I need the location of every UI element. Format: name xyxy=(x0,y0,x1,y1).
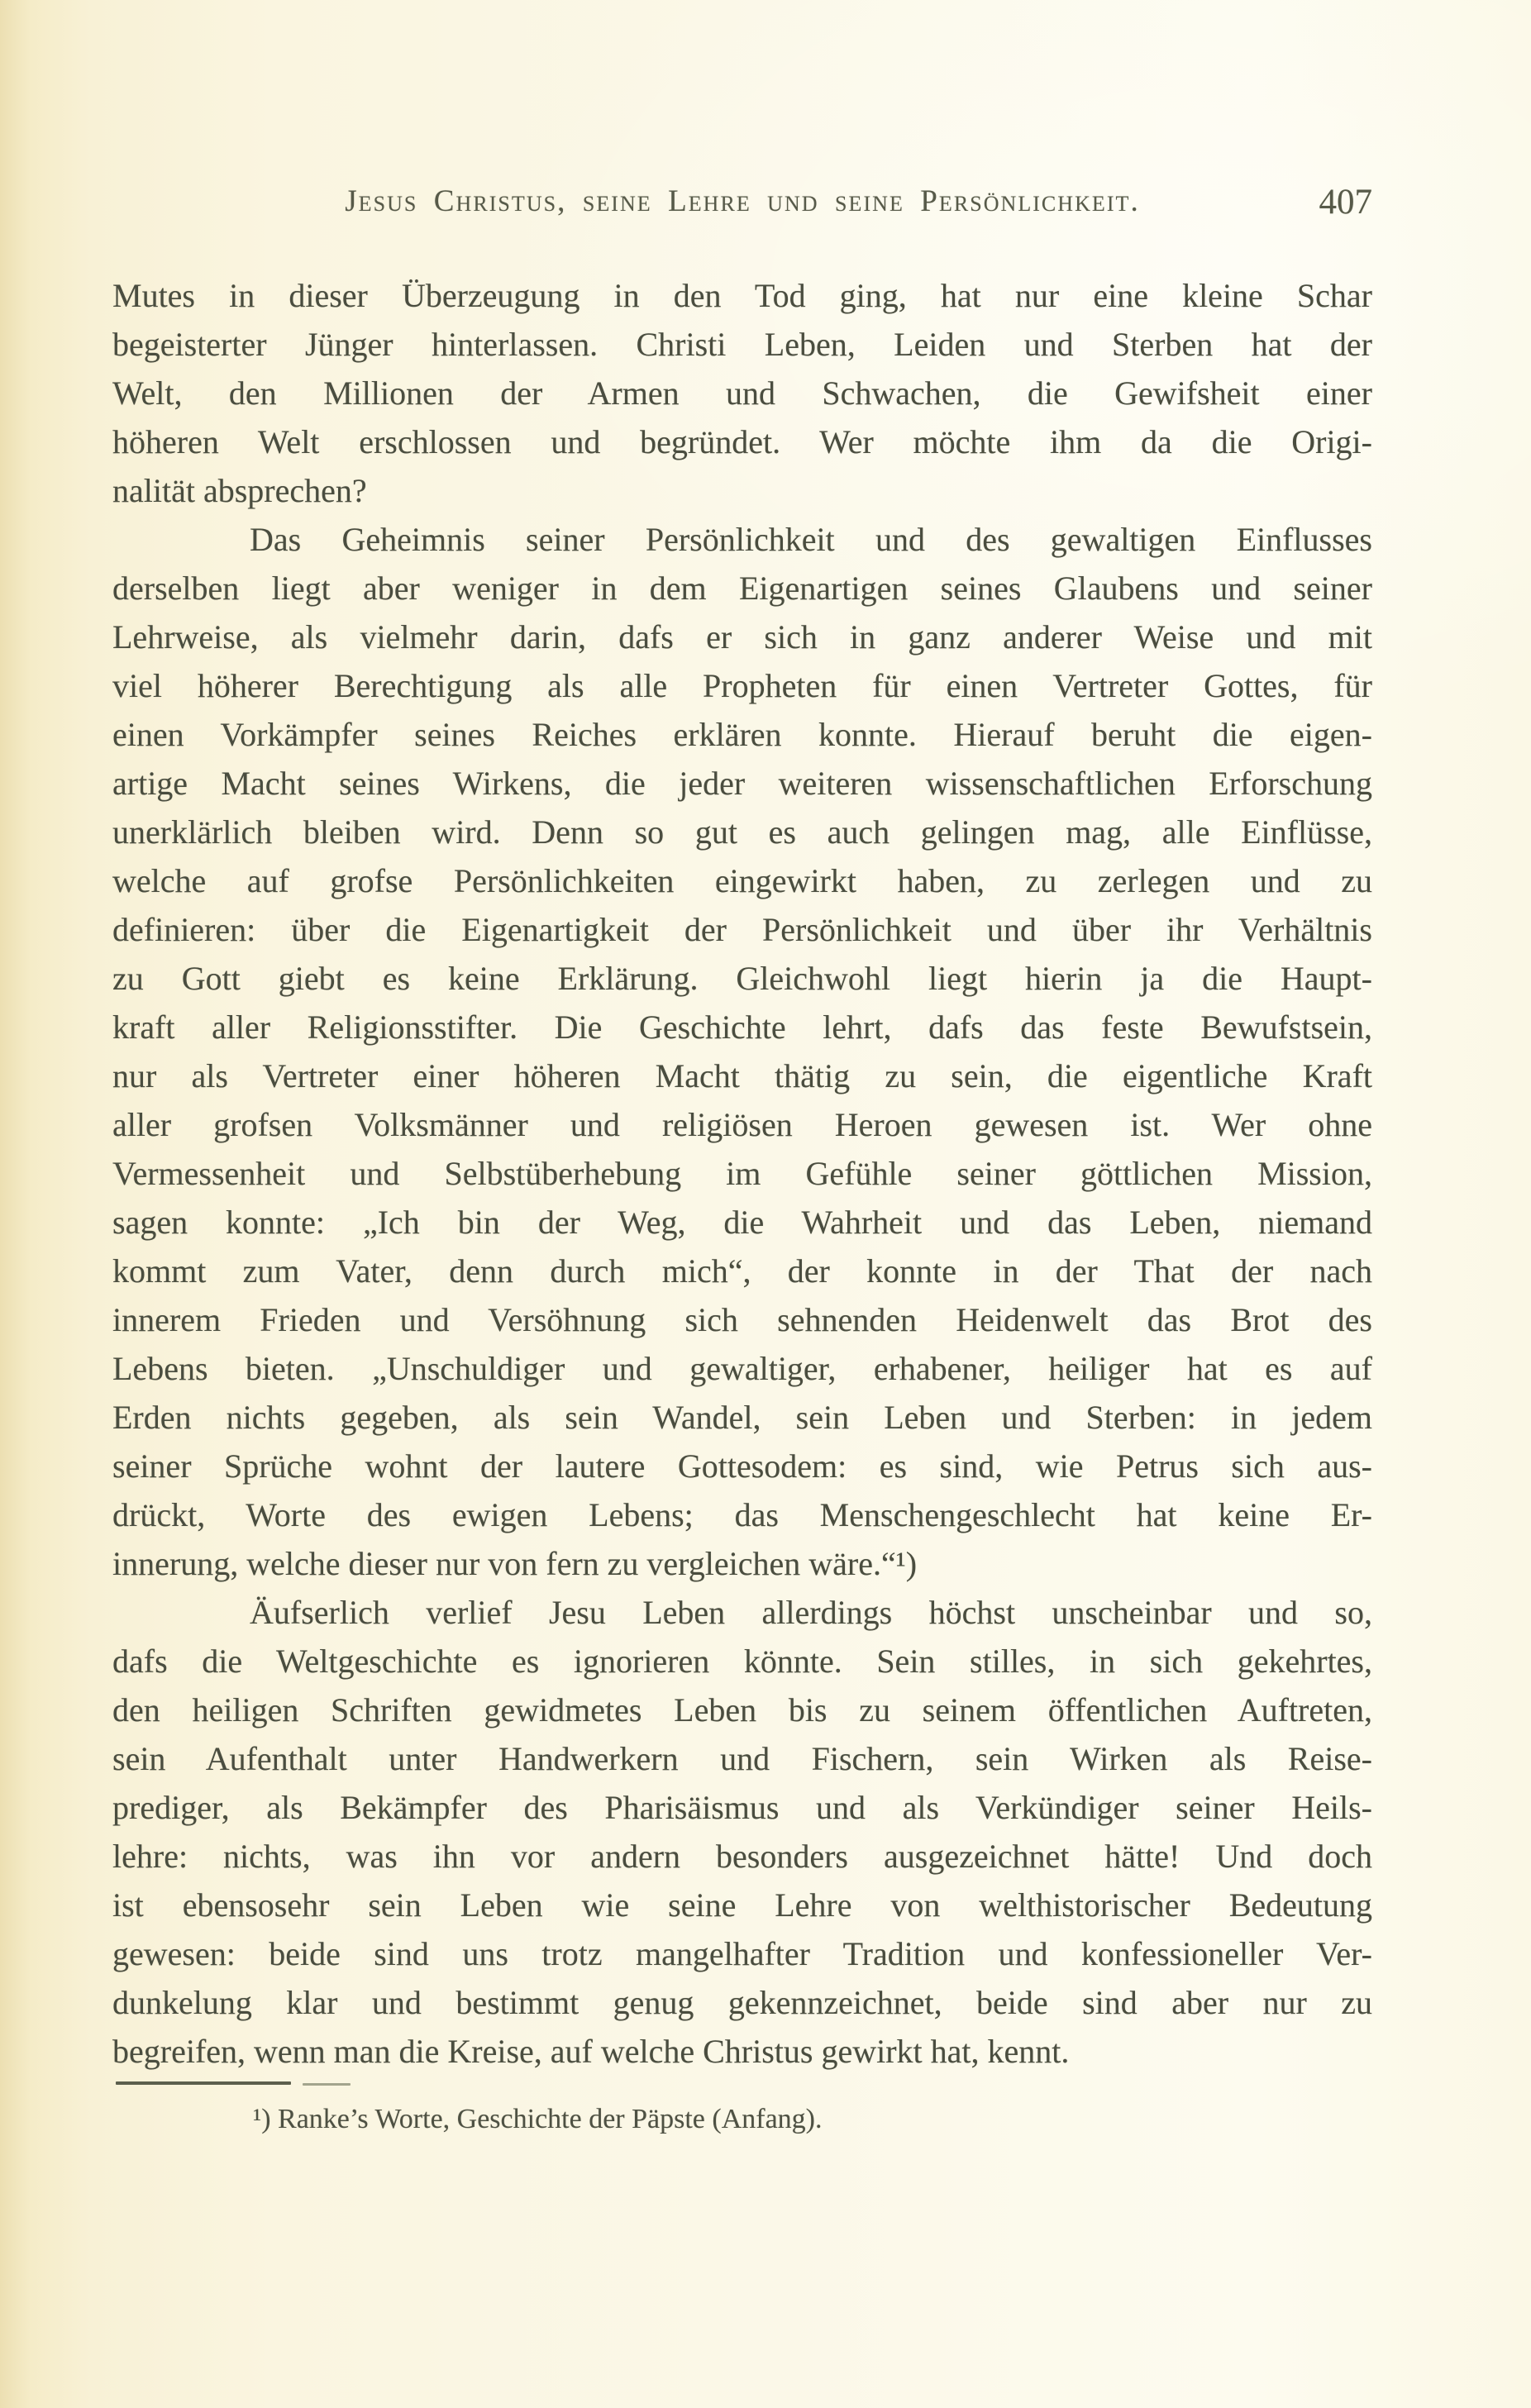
text-line: ist ebensosehr sein Leben wie seine Lehre von welthistorischer Bedeutung xyxy=(112,1886,1372,1924)
text-line: kommt zum Vater, denn durch mich“, der konnte in der That der nach xyxy=(112,1252,1372,1290)
text-line: sagen konnte: „Ich bin der Weg, die Wahrheit und das Leben, niemand xyxy=(112,1204,1372,1241)
text-line: höheren Welt erschlossen und begründet. Wer möchte ihm da die Origi- xyxy=(112,423,1372,460)
paragraph xyxy=(112,515,1372,1588)
running-head xyxy=(112,184,1372,236)
text-line: einen Vorkämpfer seines Reiches erklären konnte. Hierauf beruht die eigen- xyxy=(112,716,1372,753)
text-line: innerem Frieden und Versöhnung sich sehnenden Heidenwelt das Brot des xyxy=(112,1301,1372,1338)
text-line: aller grofsen Volksmänner und religiösen Heroen gewesen ist. Wer ohne xyxy=(112,1106,1372,1143)
text-line: definieren: über die Eigenartigkeit der Persönlichkeit und über ihr Verhältnis xyxy=(112,911,1372,948)
text-line: begreifen, wenn man die Kreise, auf welche Christus gewirkt hat, kennt. xyxy=(112,2033,1070,2070)
text-line: kraft aller Religionsstifter. Die Geschichte lehrt, dafs das feste Bewufstsein, xyxy=(112,1008,1372,1046)
text-line: zu Gott giebt es keine Erklärung. Gleichwohl liegt hierin ja die Haupt- xyxy=(112,960,1372,997)
text-line: dunkelung klar und bestimmt genug gekennzeichnet, beide sind aber nur zu xyxy=(112,1984,1372,2021)
text-line: nalität absprechen? xyxy=(112,472,367,509)
text-line: seiner Sprüche wohnt der lautere Gottesodem: es sind, wie Petrus sich aus- xyxy=(112,1447,1372,1485)
paragraph xyxy=(112,1588,1372,2076)
text-line: welche auf grofse Persönlichkeiten eingewirkt haben, zu zerlegen und zu xyxy=(112,862,1372,899)
text-line: lehre: nichts, was ihn vor andern besonders ausgezeichnet hätte! Und doch xyxy=(112,1838,1372,1875)
body-text xyxy=(112,271,1372,2076)
text-line: innerung, welche dieser nur von fern zu vergleichen wäre.“¹) xyxy=(112,1545,918,1582)
text-line: Mutes in dieser Überzeugung in den Tod ging, hat nur eine kleine Schar xyxy=(112,277,1372,314)
paragraph xyxy=(112,271,1372,515)
text-line: Lebens bieten. „Unschuldiger und gewaltiger, erhabener, heiliger hat es auf xyxy=(112,1350,1372,1387)
text-line: Äufserlich verlief Jesu Leben allerdings höchst unscheinbar und so, xyxy=(250,1594,1372,1631)
text-line: Welt, den Millionen der Armen und Schwachen, die Gewifsheit einer xyxy=(112,374,1372,412)
footnote: ¹) Ranke’s Worte, Geschichte der Päpste (Anfang). xyxy=(253,2104,823,2134)
text-line: Lehrweise, als vielmehr darin, dafs er sich in ganz anderer Weise und mit xyxy=(112,618,1372,656)
text-line: gewesen: beide sind uns trotz mangelhafter Tradition und konfessioneller Ver- xyxy=(112,1935,1372,1972)
text-line: dafs die Weltgeschichte es ignorieren könnte. Sein stilles, in sich gekehrtes, xyxy=(112,1643,1372,1680)
text-line: nur als Vertreter einer höheren Macht thätig zu sein, die eigentliche Kraft xyxy=(112,1057,1372,1094)
text-line: drückt, Worte des ewigen Lebens; das Menschengeschlecht hat keine Er- xyxy=(112,1496,1372,1533)
text-line: unerklärlich bleiben wird. Denn so gut es auch gelingen mag, alle Einflüsse, xyxy=(112,813,1372,851)
footnote-rule xyxy=(116,2081,291,2085)
text-line: Vermessenheit und Selbstüberhebung im Gefühle seiner göttlichen Mission, xyxy=(112,1155,1372,1192)
text-line: prediger, als Bekämpfer des Pharisäismus und als Verkündiger seiner Heils- xyxy=(112,1789,1372,1826)
footnote-rule-dash xyxy=(303,2083,351,2086)
text-line: Das Geheimnis seiner Persönlichkeit und des gewaltigen Einflusses xyxy=(250,521,1372,558)
running-head-title: Jesus Christus, seine Lehre und seine Persönlichkeit. xyxy=(345,184,1140,218)
text-line: sein Aufenthalt unter Handwerkern und Fischern, sein Wirken als Reise- xyxy=(112,1740,1372,1777)
text-line: Erden nichts gegeben, als sein Wandel, sein Leben und Sterben: in jedem xyxy=(112,1399,1372,1436)
text-line: viel höherer Berechtigung als alle Propheten für einen Vertreter Gottes, für xyxy=(112,667,1372,704)
page-number: 407 xyxy=(1319,183,1372,222)
text-line: begeisterter Jünger hinterlassen. Christi Leben, Leiden und Sterben hat der xyxy=(112,326,1372,363)
text-line: den heiligen Schriften gewidmetes Leben bis zu seinem öffentlichen Auftreten, xyxy=(112,1691,1372,1729)
text-line: derselben liegt aber weniger in dem Eigenartigen seines Glaubens und seiner xyxy=(112,570,1372,607)
text-line: artige Macht seines Wirkens, die jeder weiteren wissenschaftlichen Erforschung xyxy=(112,765,1372,802)
